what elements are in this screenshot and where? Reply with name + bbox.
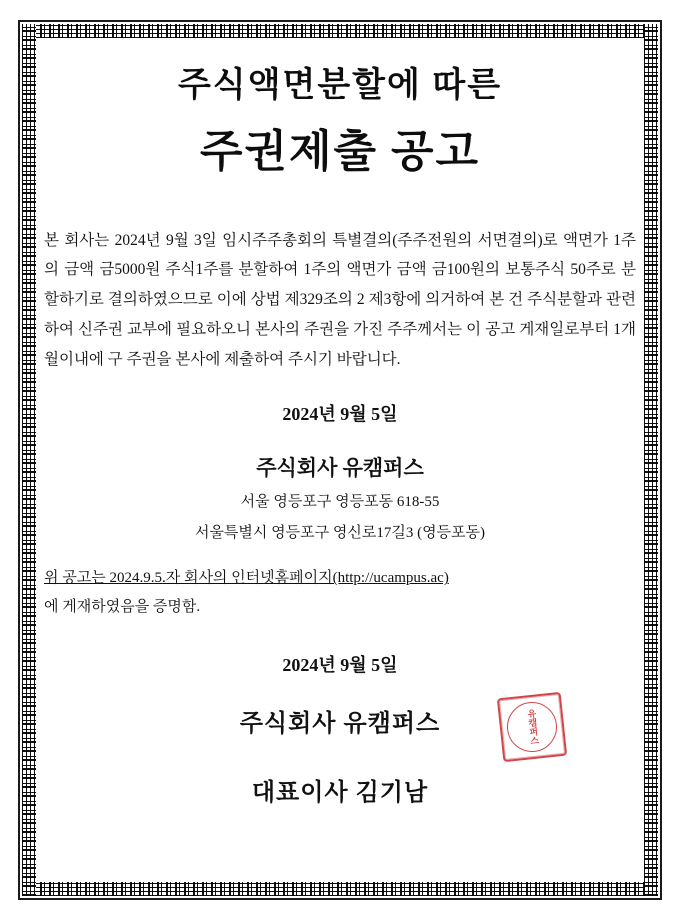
notice-date-first: 2024년 9월 5일	[282, 404, 398, 425]
document-content	[44, 48, 636, 874]
document-title-line-1: 주식액면분할에 따른	[177, 67, 503, 104]
company-address-line-1: 서울 영등포구 영등포동 618-55	[240, 494, 440, 511]
company-seal-stamp-icon	[497, 692, 567, 762]
certification-rest-text: 에 게재하였음을 증명함.	[44, 598, 201, 615]
ornament-top-icon	[22, 24, 658, 38]
company-seal-text: 유캠퍼스	[505, 700, 560, 755]
certification-statement	[44, 564, 636, 621]
ornament-bottom-icon	[22, 882, 658, 896]
document-body-paragraph: 본 회사는 2024년 9월 3일 임시주주총회의 특별결의(주주전원의 서면결의)로 액면가 1주의 금액 금5000원 주식1주를 분할하여 1주의 액면가 금액 금100원의 보통주식 50주로 분할하기로 결의하였으므로 이에 상법 제329조의 2 제3항에 의거하여 본 건 주식분할과 관련하여 신주권 교부에 필요하오니 본사의 주권을 가진 주주께서는 이 공고 게재일로부터 1개월이내에 구 주권을 본사에 제출하여 주시기 바랍니다.	[44, 231, 636, 368]
signature-block	[44, 703, 636, 807]
company-address-line-2: 서울특별시 영등포구 영신로17길3 (영등포동)	[194, 525, 486, 542]
signature-ceo-name: 대표이사 김기남	[251, 780, 429, 807]
document-title-line-2: 주권제출 공고	[199, 127, 481, 177]
certification-underlined-text: 위 공고는 2024.9.5.자 회사의 인터넷홈페이지(http://ucampus.ac)	[44, 570, 449, 587]
signature-company-name: 주식회사 유캠퍼스	[239, 711, 441, 738]
ornament-left-icon	[22, 24, 36, 896]
notice-date-second: 2024년 9월 5일	[282, 655, 398, 676]
ornament-right-icon	[644, 24, 658, 896]
company-name: 주식회사 유캠퍼스	[256, 456, 424, 481]
